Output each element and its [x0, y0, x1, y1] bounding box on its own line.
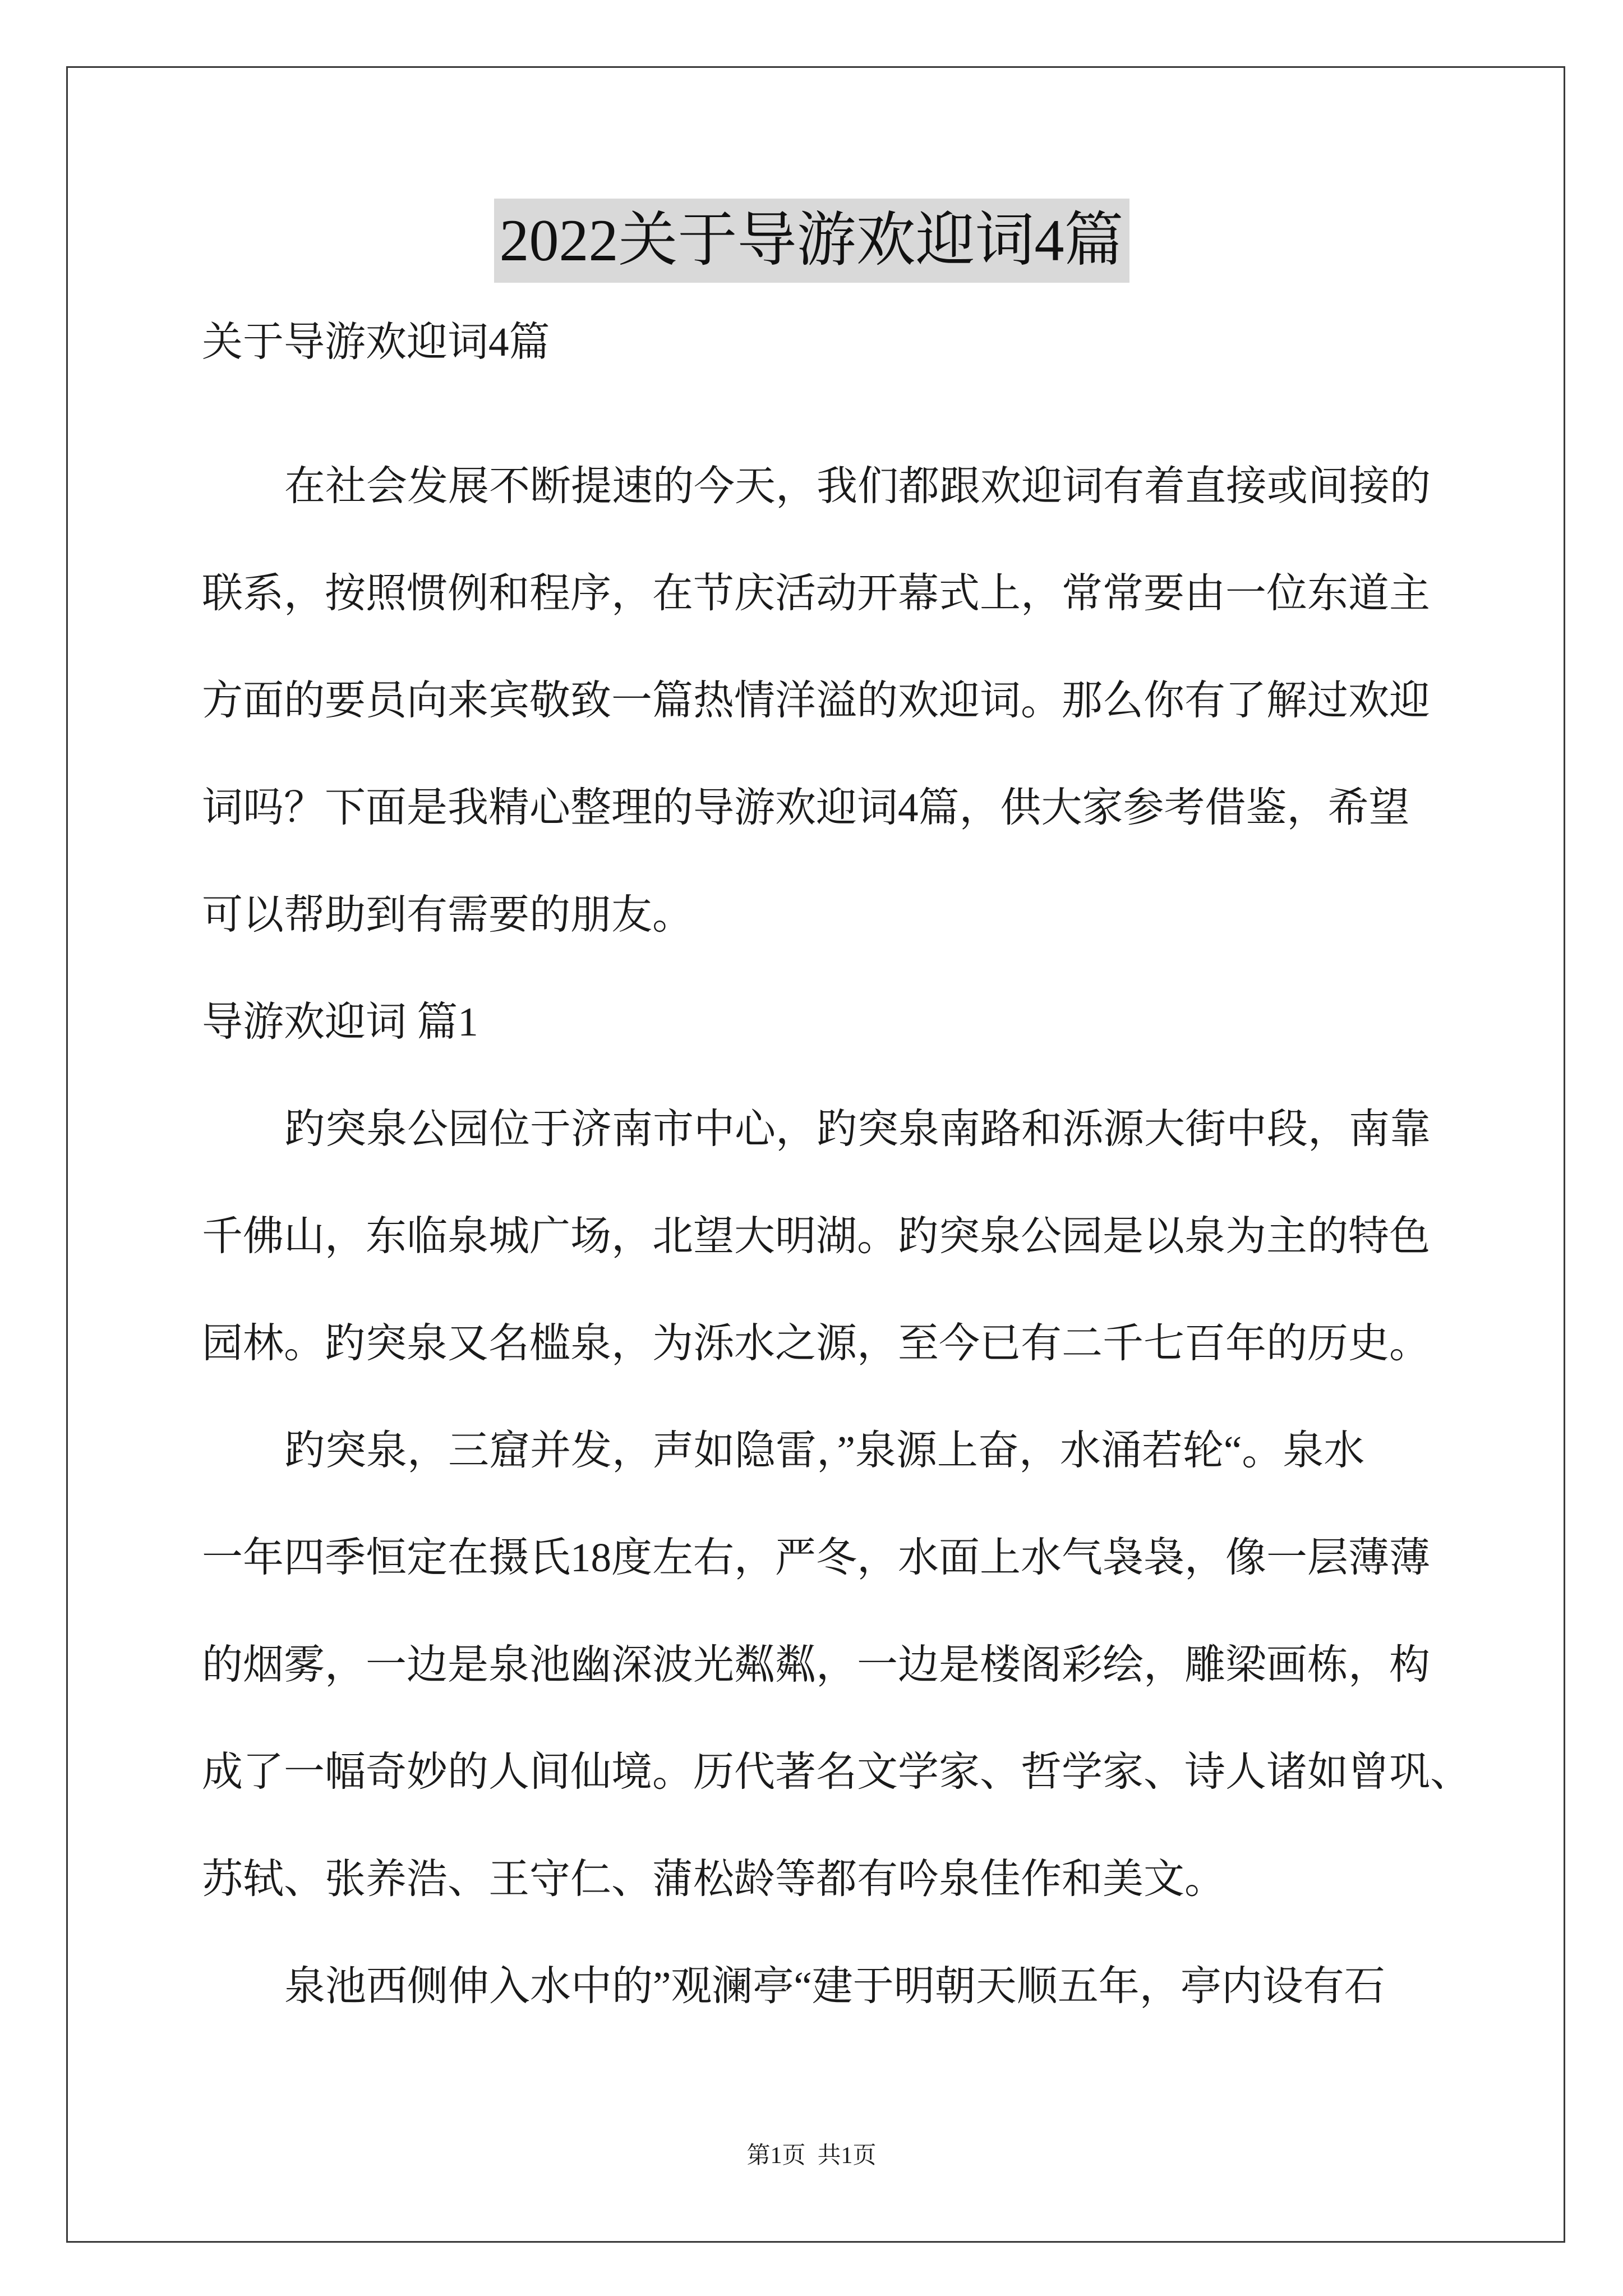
section-heading: 导游欢迎词 篇1 — [202, 999, 478, 1045]
intro-line: 可以帮助到有需要的朋友。 — [202, 892, 693, 937]
paragraph-line: 趵突泉公园位于济南市中心，趵突泉南路和泺源大街中段，南靠 — [284, 1106, 1431, 1152]
intro-line: 方面的要员向来宾敬致一篇热情洋溢的欢迎词。那么你有了解过欢迎 — [202, 678, 1430, 723]
intro-line: 在社会发展不断提速的今天，我们都跟欢迎词有着直接或间接的 — [284, 463, 1431, 509]
paragraph-line: 的烟雾，一边是泉池幽深波光粼粼，一边是楼阁彩绘，雕梁画栋，构 — [202, 1642, 1430, 1687]
intro-line: 联系，按照惯例和程序，在节庆活动开幕式上，常常要由一位东道主 — [202, 570, 1430, 616]
subtitle: 关于导游欢迎词4篇 — [202, 319, 550, 365]
document-title: 2022关于导游欢迎词4篇 — [494, 199, 1129, 283]
paragraph-line: 成了一幅奇妙的人间仙境。历代著名文学家、哲学家、诗人诸如曾巩、 — [202, 1749, 1471, 1795]
paragraph-line: 苏轼、张养浩、王守仁、蒲松龄等都有吟泉佳作和美文。 — [202, 1856, 1225, 1902]
paragraph-line: 一年四季恒定在摄氏18度左右，严冬，水面上水气袅袅，像一层薄薄 — [202, 1535, 1430, 1580]
paragraph-line: 趵突泉，三窟并发，声如隐雷，”泉源上奋，水涌若轮“。泉水 — [284, 1428, 1365, 1473]
paragraph-line: 千佛山，东临泉城广场，北望大明湖。趵突泉公园是以泉为主的特色 — [202, 1213, 1430, 1259]
title-row — [0, 199, 1623, 283]
paragraph-line: 泉池西侧伸入水中的”观澜亭“建于明朝天顺五年，亭内设有石 — [284, 1963, 1385, 2009]
paragraph-line: 园林。趵突泉又名槛泉，为泺水之源，至今已有二千七百年的历史。 — [202, 1320, 1430, 1366]
intro-line: 词吗？下面是我精心整理的导游欢迎词4篇，供大家参考借鉴，希望 — [202, 785, 1410, 830]
page-footer: 第1页 共1页 — [746, 2143, 877, 2169]
